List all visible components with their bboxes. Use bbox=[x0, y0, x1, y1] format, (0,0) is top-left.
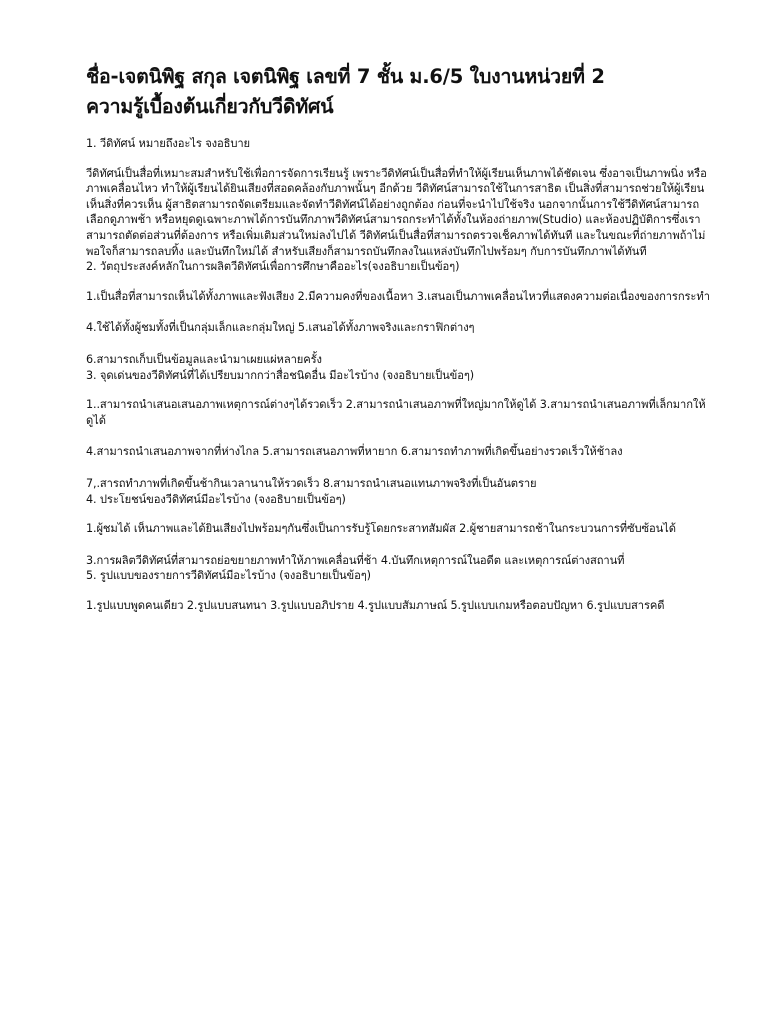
question-4: 4. ประโยชน์ของวีดิทัศน์มีอะไรบ้าง (จงอธิบายเป็นข้อๆ) bbox=[86, 492, 346, 506]
spacer bbox=[86, 537, 710, 553]
spacer bbox=[86, 122, 710, 136]
spacer bbox=[86, 336, 710, 352]
answer-4-part-1: 1.ผู้ชมได้ เห็นภาพและได้ยินเสียงไปพร้อมๆกันซึ่งเป็นการรับรู้โดยกระสาทสัมผัส 2.ผู้ชายสามารถช้าในกระบวนการที่ซับซ้อนได้ bbox=[86, 522, 676, 536]
question-1: 1. วีดิทัศน์ หมายถึงอะไร จงอธิบาย bbox=[86, 137, 251, 150]
document-body bbox=[86, 136, 710, 613]
document-title-line-1: ชื่อ-เจตนิพิฐ สกุล เจตนิพิฐ เลขที่ 7 ชั้น ม.6/5 ใบงานหน่วยที่ 2 bbox=[86, 65, 605, 88]
spacer bbox=[86, 428, 710, 444]
answer-5-part-1: 1.รูปแบบพูดคนเดียว 2.รูปแบบสนทนา 3.รูปแบบอภิปราย 4.รูปแบบสัมภาษณ์ 5.รูปแบบเกมหรือตอบปัญหา 6.รูปแบบสารคดี bbox=[86, 598, 665, 612]
spacer bbox=[86, 507, 710, 521]
spacer bbox=[86, 152, 710, 166]
answer-2-part-2: 4.ใช้ได้ทั้งผู้ชมทั้งที่เป็นกลุ่มเล็กและกลุ่มใหญ่ 5.เสนอได้ทั้งภาพจริงและกราฟิกต่างๆ bbox=[86, 321, 475, 335]
answer-2-part-3: 6.สามารถเก็บเป็นข้อมูลและนำมาเผยแผ่หลายครั้ง bbox=[86, 352, 322, 366]
answer-3-part-1: 1..สามารถนำเสนอเสนอภาพเหตุการณ์ต่างๆได้รวดเร็ว 2.สามารถนำเสนอภาพที่ใหญ่มากให้ดูได้ 3.สามารถนำเสนอภาพที่เล็กมากให้ดูได้ bbox=[86, 398, 706, 427]
answer-2-part-1: 1.เป็นสื่อที่สามารถเห็นได้ทั้งภาพและฟังเสียง 2.มีความคงที่ของเนื้อหา 3.เสนอเป็นภาพเคลื่อนไหวที่แสดงความต่อเนื่องของการกระทำ bbox=[86, 289, 710, 303]
document-title-line-2: ความรู้เบื้องต้นเกี่ยวกับวีดิทัศน์ bbox=[86, 95, 334, 118]
answer-1: วีดิทัศน์เป็นสื่อที่เหมาะสมสำหรับใช้เพื่อการจัดการเรียนรู้ เพราะวีดิทัศน์เป็นสื่อที่ทำให้ผู้เรียนเห็นภาพได้ชัดเจน ซึ่งอาจเป็นภาพนิ่ง หรือภาพเคลื่อนไหว ทำให้ผู้เรียนได้ยินเสียงที่สอดคล้องกับภาพนั้นๆ อีกด้วย วีดิทัศน์สามารถใช้ในการสาธิต เป็นสิ่งที่สามารถช่วยให้ผู้เรียนเห็นสิ่งที่ควรเห็น ผู้สาธิตสามารถจัดเตรียมและจัดทำวีดิทัศน์ได้อย่างถูกต้อง ก่อนที่จะนำไปใช้จริง นอกจากนั้นการใช้วีดิทัศน์สามารถเลือกดูภาพช้า หรือหยุดดูเฉพาะภาพได้การบันทึกภาพวีดิทัศน์สามารถกระทำได้ทั้งในห้องถ่ายภาพ(Studio) และห้องปฏิบัติการซึ่งเราสามารถตัดต่อส่วนที่ต้องการ หรือเพิ่มเติมส่วนใหม่ลงไปได้ วีดิทัศน์เป็นสื่อที่สามารถตรวจเช็คภาพได้ทันที และในขณะที่ถ่ายภาพถ้าไม่พอใจก็สามารถลบทิ้ง และบันทึกใหม่ได้ สำหรับเสียงก็สามารถบันทึกลงในแหล่งบันทึกไปพร้อมๆ กับการบันทึกภาพได้ทันที bbox=[86, 166, 707, 258]
answer-3-part-3: 7,.สารถทำภาพที่เกิดขึ้นช้ากินเวลานานให้รวดเร็ว 8.สามารถนำเสนอแทนภาพจริงที่เป็นอันตราย bbox=[86, 476, 537, 490]
spacer bbox=[86, 275, 710, 289]
spacer bbox=[86, 584, 710, 598]
question-2: 2. วัตถุประสงค์หลักในการผลิตวีดิทัศน์เพื่อการศึกษาคืออะไร(จงอธิบายเป็นข้อๆ) bbox=[86, 260, 460, 274]
question-5: 5. รูปแบบของรายการวีดิทัศน์มีอะไรบ้าง (จงอธิบายเป็นข้อๆ) bbox=[86, 569, 371, 583]
spacer bbox=[86, 383, 710, 397]
spacer bbox=[86, 304, 710, 320]
spacer bbox=[86, 460, 710, 476]
answer-3-part-2: 4.สามารถนำเสนอภาพจากที่ห่างไกล 5.สามารถเสนอภาพที่หายาก 6.สามารถทำภาพที่เกิดขึ้นอย่างรวดเร็วให้ช้าลง bbox=[86, 445, 623, 459]
answer-4-part-2: 3.การผลิตวีดิทัศน์ที่สามารถย่อขยายภาพทำให้ภาพเคลื่อนที่ช้า 4.บันทึกเหตุการณ์ในอดีต และเหตุการณ์ต่างสถานที่ bbox=[86, 553, 625, 567]
question-3: 3. จุดเด่นของวีดิทัศน์ที่ได้เปรียบมากกว่าสื่อชนิดอื่น มีอะไรบ้าง (จงอธิบายเป็นข้อๆ) bbox=[86, 368, 475, 382]
